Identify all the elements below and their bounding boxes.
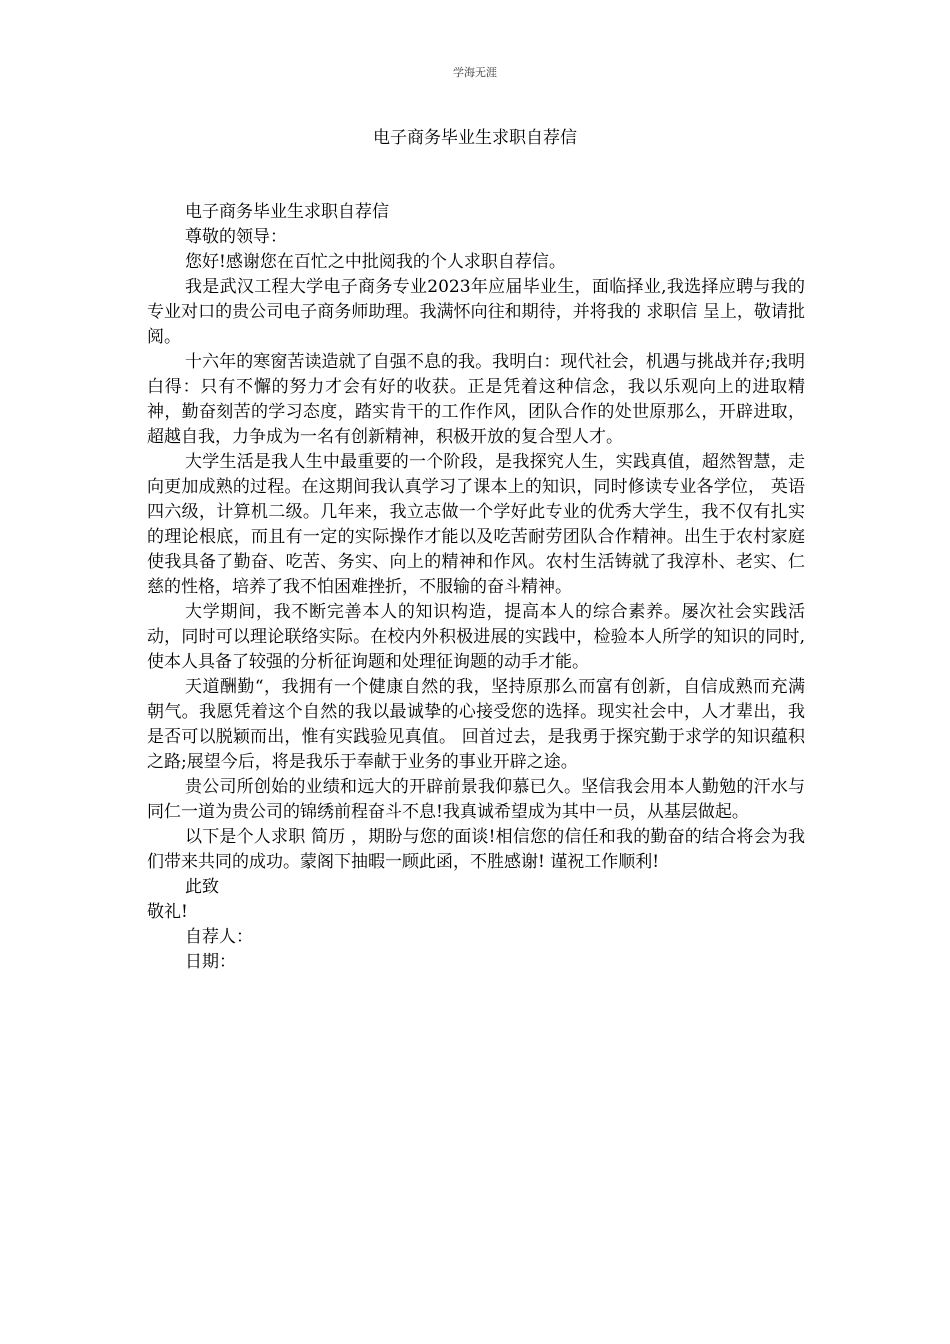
signature-line: 自荐人： [185,927,253,947]
letter-body [147,200,805,975]
salutation: 尊敬的领导： [185,227,287,247]
page-header-note: 学海无涯 [453,66,497,79]
letter-heading: 电子商务毕业生求职自荐信 [185,202,389,222]
closing-phrase: 此致 [185,877,219,897]
character-paragraph: 十六年的寒窗苦读造就了自强不息的我。我明白：现代社会，机遇与挑战并存;我明白得：只有不懈的努力才会有好的收获。正是凭着这种信念，我以乐观向上的进取精神，勤奋刻苦的学习态度，踏实肯干的工作作风，团队合作的处世原那么，开辟进取，超越自我，力争成为一名有创新精神，积极开放的复合型人才。 [147,352,805,447]
respect-phrase: 敬礼! [147,902,188,922]
company-paragraph: 贵公司所创始的业绩和远大的开辟前景我仰慕已久。坚信我会用本人勤勉的汗水与同仁一道为贵公司的锦绣前程奋斗不息!我真诚希望成为其中一员，从基层做起。 [147,777,805,822]
date-line: 日期： [185,952,236,972]
greeting-paragraph: 您好!感谢您在百忙之中批阅我的个人求职自荐信。 [185,252,566,272]
closing-paragraph: 以下是个人求职 简历 ，期盼与您的面谈!相信您的信任和我的勤奋的结合将会为我们带来共同的成功。蒙阁下抽暇一顾此函，不胜感谢! 谨祝工作顺利! [147,827,805,872]
university-period-paragraph: 大学期间，我不断完善本人的知识构造，提高本人的综合素养。屡次社会实践活动，同时可以理论联络实际。在校内外积极进展的实践中，检验本人所学的知识的同时,使本人具备了较强的分析征询题和处理征询题的动手才能。 [147,602,805,672]
diligence-paragraph: 天道酬勤“，我拥有一个健康自然的我，坚持原那么而富有创新，自信成熟而充满朝气。我愿凭着这个自然的我以最诚挚的心接受您的选择。现实社会中，人才辈出，我是否可以脱颖而出，惟有实践验见真值。 回首过去，是我勇于探究勤于求学的知识蕴积之路;展望今后，将是我乐于奉献于业务的事业开辟之途。 [147,677,805,772]
document-title: 电子商务毕业生求职自荐信 [373,128,577,148]
intro-paragraph: 我是武汉工程大学电子商务专业2023年应届毕业生，面临择业,我选择应聘与我的专业对口的贵公司电子商务师助理。我满怀向往和期待，并将我的 求职信 呈上，敬请批阅。 [147,277,805,347]
university-life-paragraph: 大学生活是我人生中最重要的一个阶段，是我探究人生，实践真值，超然智慧，走向更加成熟的过程。在这期间我认真学习了课本上的知识，同时修读专业各学位， 英语 四六级，计算机二级。几年来，我立志做一个学好此专业的优秀大学生，我不仅有扎实的理论根底，而且有一定的实际操作才能以及吃苦耐劳团队合作精神。出生于农村家庭使我具备了勤奋、吃苦、务实、向上的精神和作风。农村生活铸就了我淳朴、老实、仁慈的性格，培养了我不怕困难挫折，不服输的奋斗精神。 [147,452,805,597]
